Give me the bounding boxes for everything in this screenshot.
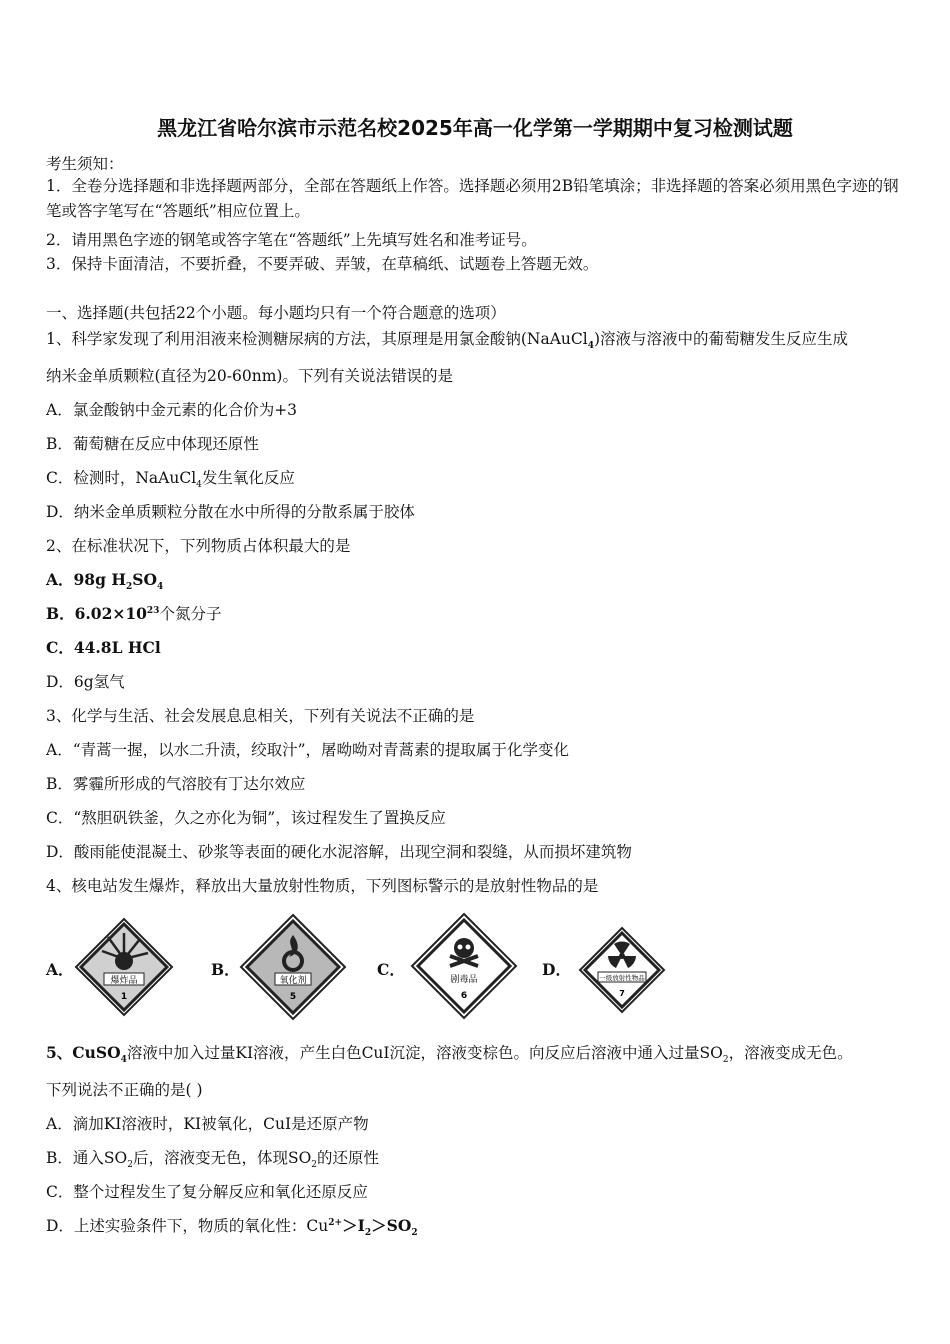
q2-stem: 2、在标准状况下，下列物质占体积最大的是: [46, 537, 351, 555]
q5-option-d: D．上述实验条件下，物质的氧化性：$Cu^{2+}>I_2>SO_2$: [46, 1216, 418, 1239]
q3-option-b: B．雾霾所形成的气溶胶有丁达尔效应: [46, 775, 306, 793]
q2-option-a: A．98g $H_2SO_4$: [46, 570, 164, 593]
q5-stem-line2: 下列说法不正确的是( ): [46, 1081, 203, 1099]
q5-option-b: B．通入$SO_2$后，溶液变无色，体现$SO_2$的还原性: [46, 1149, 380, 1171]
q5-option-a: A．滴加KI溶液时，KI被氧化，CuI是还原产物: [46, 1115, 369, 1133]
q2-option-c: C．44.8L HCl: [46, 638, 161, 657]
q5-option-c: C．整个过程发生了复分解反应和氧化还原反应: [46, 1183, 368, 1201]
explosive-hazard-sign: [74, 917, 174, 1017]
q4-option-b-label: B．: [211, 960, 240, 979]
q4-option-d-label: D．: [542, 960, 571, 979]
sign-label: 爆炸品: [110, 976, 138, 986]
q4-option-c-label: C．: [377, 960, 405, 979]
toxic-hazard-sign: [410, 912, 518, 1020]
notice-heading: 考生须知：: [46, 155, 124, 173]
q1-option-b: B．葡萄糖在反应中体现还原性: [46, 435, 259, 453]
q4-option-a-label: A．: [46, 960, 74, 979]
q3-option-a: A．“青蒿一握，以水二升渍，绞取汁”，屠呦呦对青蒿素的提取属于化学变化: [46, 741, 570, 759]
sign-number: 5: [289, 992, 297, 1002]
radioactive-hazard-sign: [578, 926, 666, 1014]
sign-label: 氧化剂: [279, 976, 307, 986]
q2-option-d: D．6g氢气: [46, 673, 125, 691]
q5-stem: 5、CuSO$_4$溶液中加入过量KI溶液，产生白色CuI沉淀，溶液变棕色。向反应后溶液中通入过量$SO_2$，溶液变成无色。: [46, 1043, 853, 1066]
notice-item-3: 3．保持卡面清洁，不要折叠，不要弄破、弄皱，在草稿纸、试题卷上答题无效。: [46, 255, 599, 273]
q1-option-c: C．检测时，NaAuCl$_4$发生氧化反应: [46, 469, 295, 491]
q3-option-c: C．“熬胆矾铁釜，久之亦化为铜”，该过程发生了置换反应: [46, 809, 446, 827]
notice-item-2: 2．请用黑色字迹的钢笔或答字笔在“答题纸”上先填写姓名和准考证号。: [46, 231, 537, 249]
section-heading: 一、选择题(共包括22个小题。每小题均只有一个符合题意的选项）: [46, 304, 506, 322]
q1-stem-line2: 纳米金单质颗粒(直径为20-60nm)。下列有关说法错误的是: [46, 367, 453, 385]
q4-stem: 4、核电站发生爆炸，释放出大量放射性物质，下列图标警示的是放射性物品的是: [46, 877, 599, 895]
sign-label: 剧毒品: [450, 975, 478, 985]
sign-number: 7: [619, 989, 625, 998]
oxidizer-hazard-sign: [239, 913, 347, 1021]
q2-option-b: B．$6.02\times 10^{23}$个氮分子: [46, 604, 222, 623]
q1-option-a: A．氯金酸钠中金元素的化合价为+3: [46, 401, 298, 419]
sign-number: 1: [120, 992, 128, 1002]
page-title: 黑龙江省哈尔滨市示范名校2025年高一化学第一学期期中复习检测试题: [157, 116, 793, 140]
notice-item-1: 1．全卷分选择题和非选择题两部分，全部在答题纸上作答。选择题必须用2B铅笔填涂；非选择题的答案必须用黑色字迹的钢笔或答字笔写在“答题纸”相应位置上。: [46, 177, 899, 220]
sign-number: 6: [460, 991, 468, 1001]
q3-stem: 3、化学与生活、社会发展息息相关，下列有关说法不正确的是: [46, 707, 475, 725]
q1-stem: 1、科学家发现了利用泪液来检测糖尿病的方法，其原理是用氯金酸钠(NaAuCl$_4$)溶液与溶液中的葡萄糖发生反应生成: [46, 330, 849, 352]
q3-option-d: D．酸雨能使混凝土、砂浆等表面的硬化水泥溶解，出现空洞和裂缝，从而损坏建筑物: [46, 843, 632, 861]
sign-label: 一级放射性物品: [599, 974, 645, 982]
q1-option-d: D．纳米金单质颗粒分散在水中所得的分散系属于胶体: [46, 503, 415, 521]
